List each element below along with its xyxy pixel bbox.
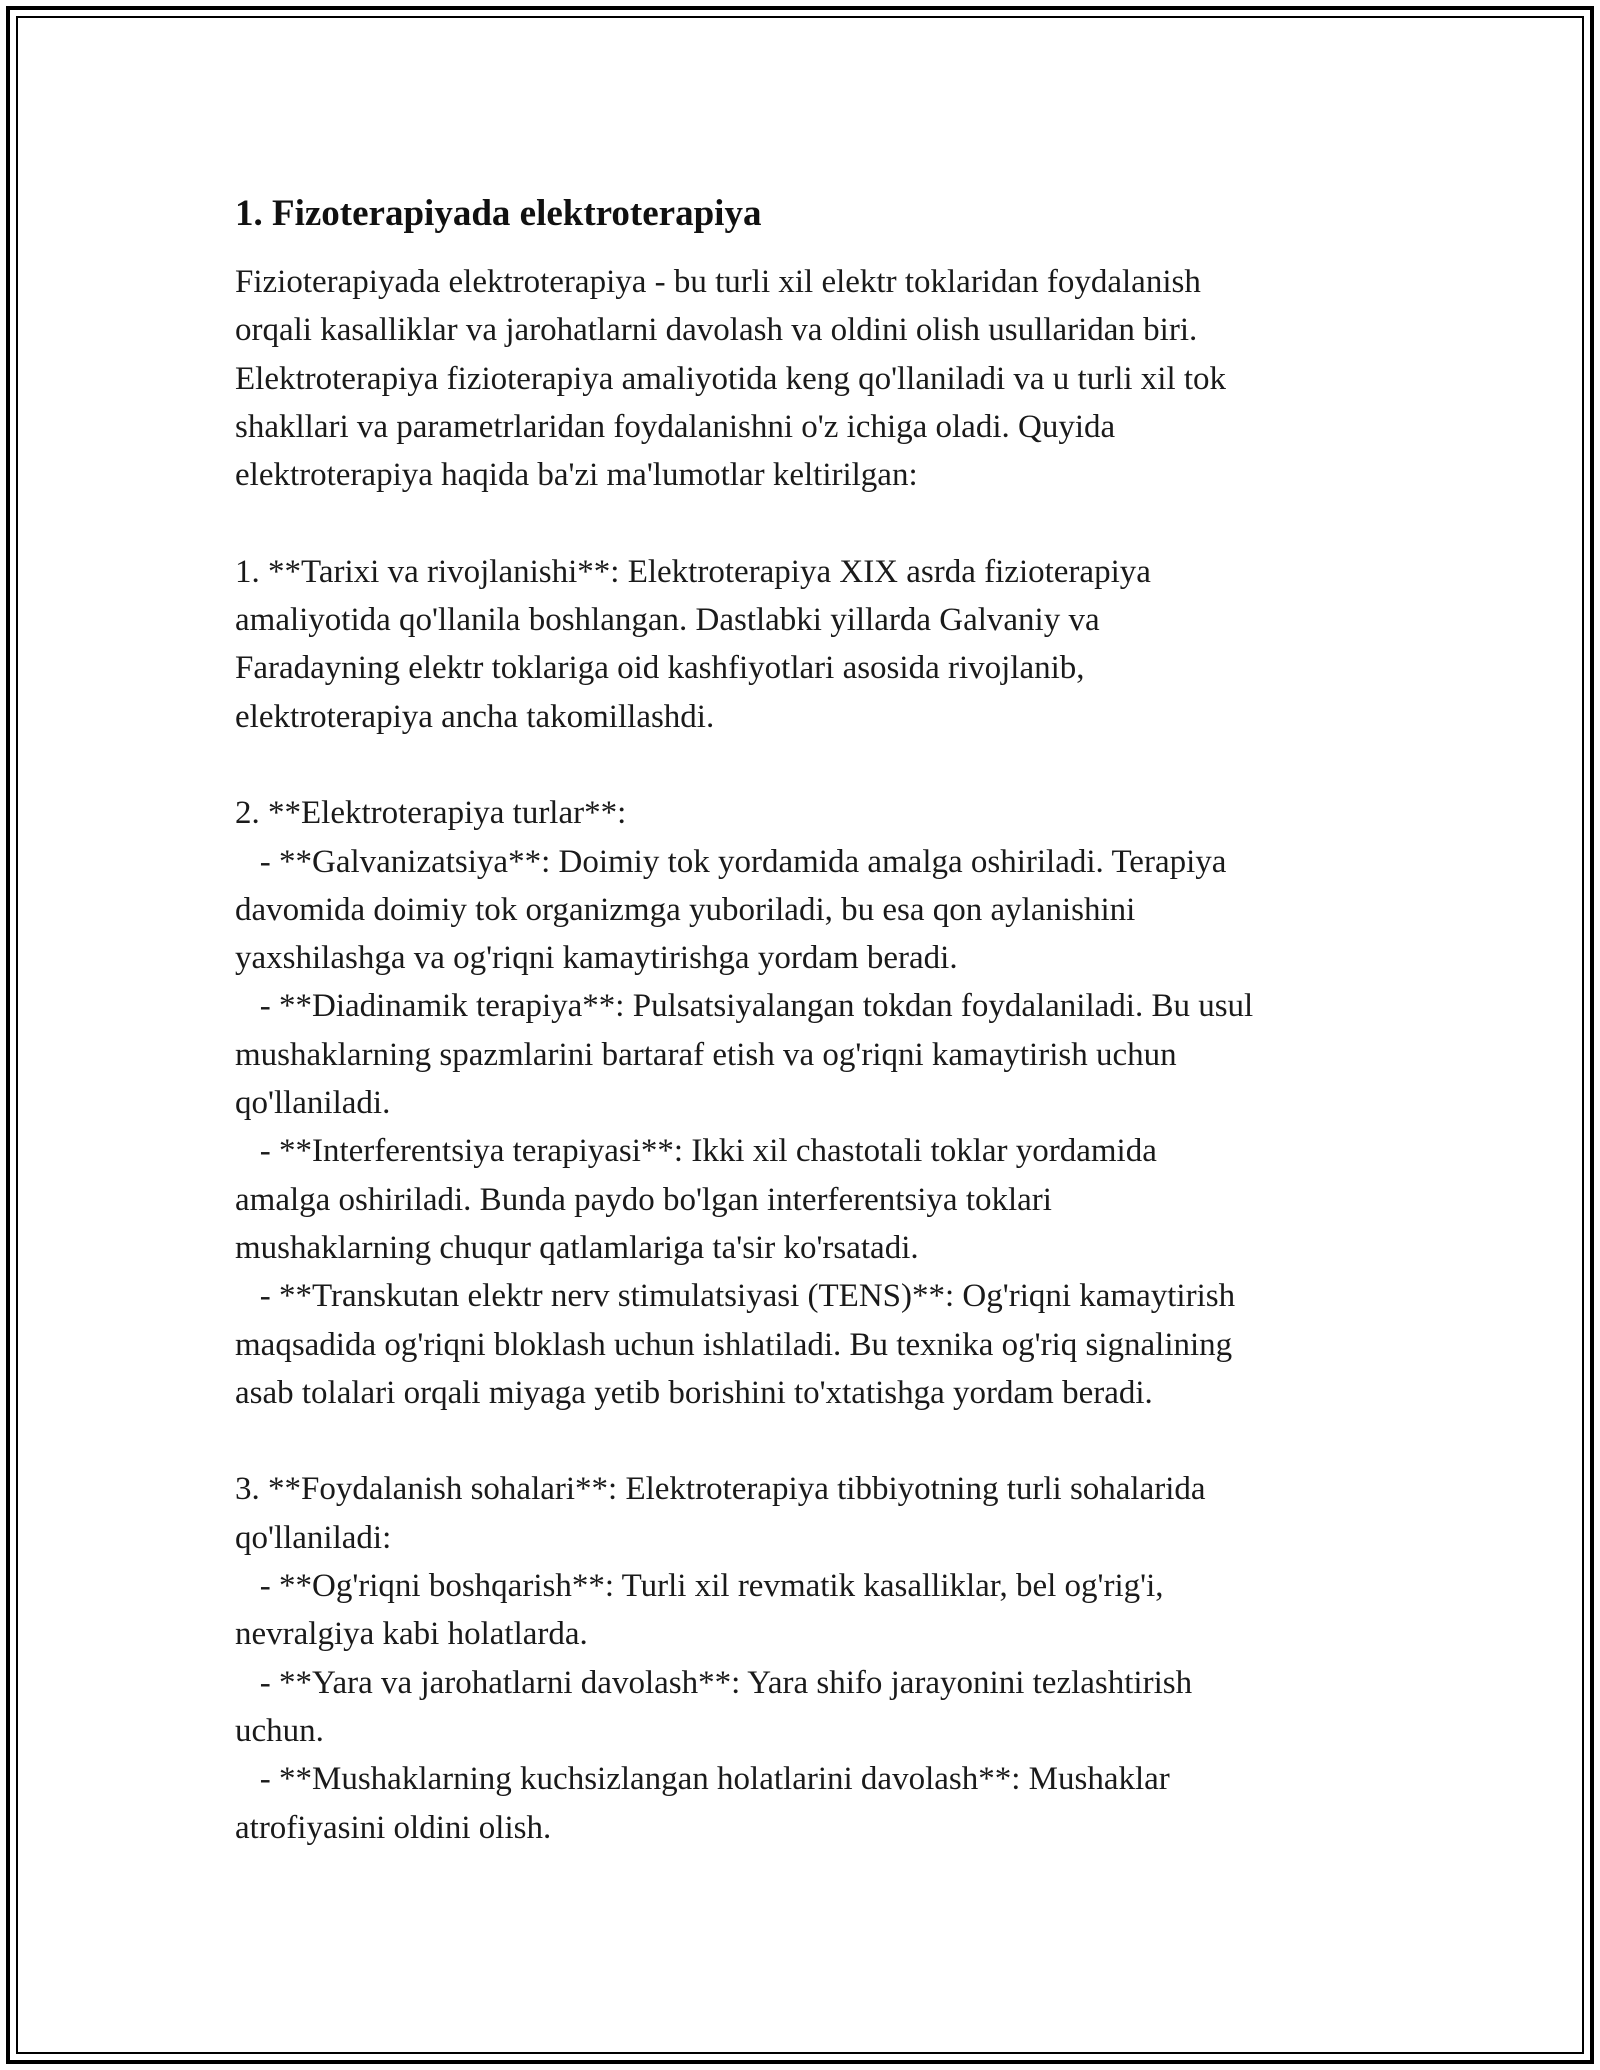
document-body: Fizioterapiyada elektroterapiya - bu turli xil elektr toklaridan foydalanish orqali kasalliklar va jarohatlarni davolash va oldini olish usullaridan biri. Elektroterapiya fizioterapiya amaliyotida keng qo'llaniladi va u turli xil tok shakllari va parametrlaridan foydalanishni o'z ichiga oladi. Quyida elektroterapiya haqida ba'zi ma'lumotlar keltirilgan: 1. **Tarixi va rivojlanishi**: Elektroterapiya XIX asrda fizioterapiya amaliyotida qo'llanila boshlangan. Dastlabki yillarda Galvaniy va Faradayning elektr toklariga oid kashfiyotlari asosida rivojlanib, elektroterapiya ancha takomillashdi. 2. **Elektroterapiya turlar**: - **Galvanizatsiya**: Doimiy tok yordamida amalga oshiriladi. Terapiya davomida doimiy tok organizmga yuboriladi, bu esa qon aylanishini yaxshilashga va og'riqni kamaytirishga yordam beradi. - **Diadinamik terapiya**: Pulsatsiyalangan tokdan foydalaniladi. Bu usul mushaklarning spazmlarini bartaraf etish va og'riqni kamaytirish uchun qo'llaniladi. - **Interferentsiya terapiyasi**: Ikki xil chastotali toklar yordamida amalga oshiriladi. Bunda paydo bo'lgan interferentsiya toklari mushaklarning chuqur qatlamlariga ta'sir ko'rsatadi. - **Transkutan elektr nerv stimulatsiyasi (TENS)**: Og'riqni kamaytirish maqsadida og'riqni bloklash uchun ishlatiladi. Bu texnika og'riq signalining asab tolalari orqali miyaga yetib borishini to'xtatishga yordam beradi. 3. **Foydalanish sohalari**: Elektroterapiya tibbiyotning turli sohalarida qo'llaniladi: - **Og'riqni boshqarish**: Turli xil revmatik kasalliklar, bel og'rig'i, nevralgiya kabi holatlarda. - **Yara va jarohatlarni davolash**: Yara shifo jarayonini tezlashtirish uchun. - **Mushaklarning kuchsizlangan holatlarini davolash**: Mushaklar atrofiyasini oldini olish. xyxy=(235,264,1254,1846)
document-content xyxy=(235,188,1380,1852)
document-title: 1. Fizoterapiyada elektroterapiya xyxy=(235,193,762,234)
